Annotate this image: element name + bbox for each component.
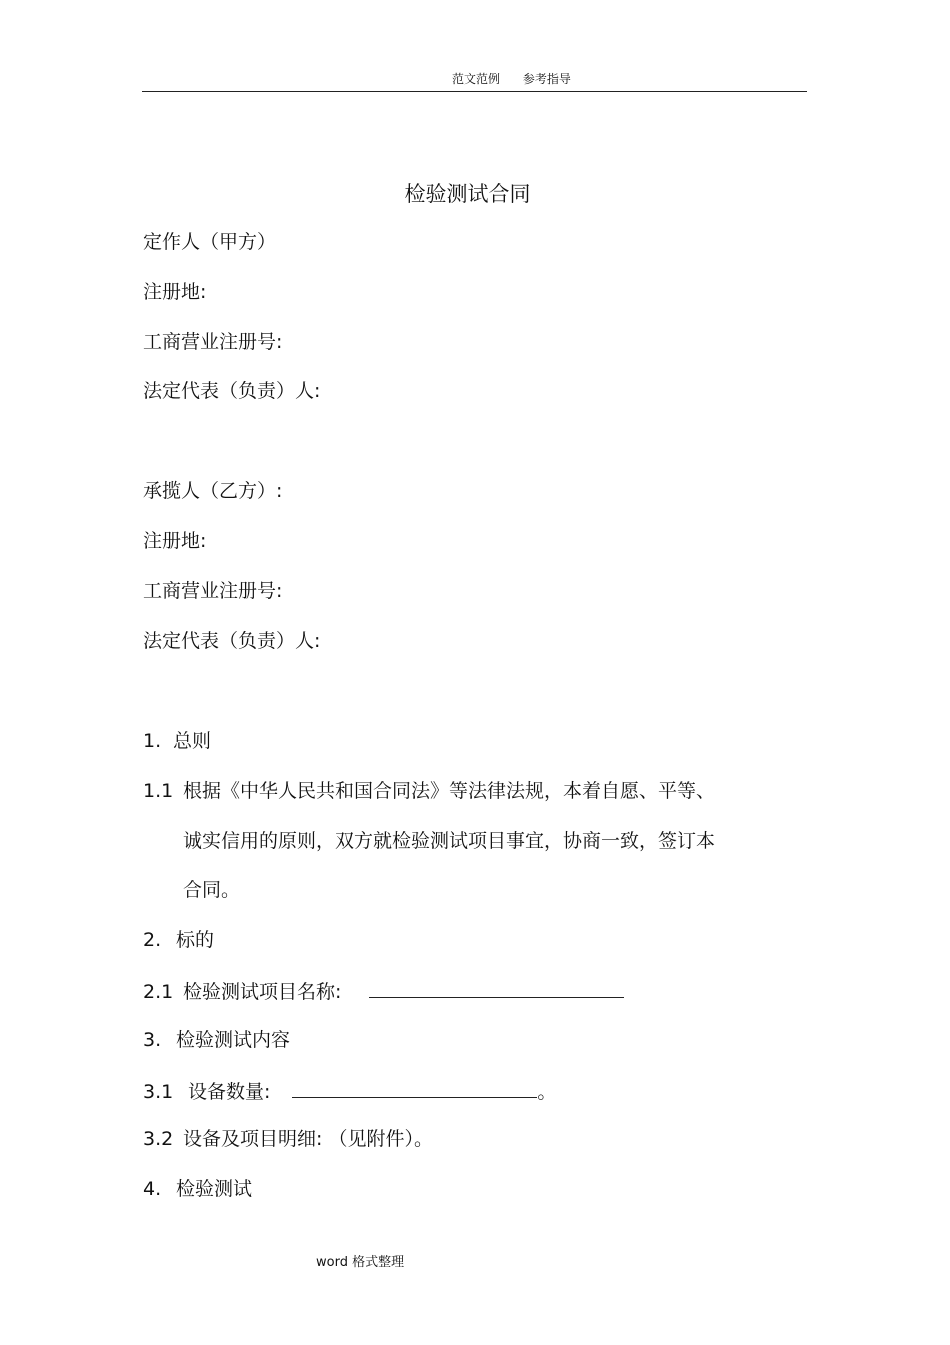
party-a-label: 定作人（甲方） [143,231,277,253]
clause-1-1-line-1 [143,778,715,804]
section-1-heading [143,728,211,754]
header-rule [142,91,807,92]
party-a-address: 注册地: [143,281,207,303]
clause-text: 设备数量: [188,1081,271,1103]
header-left-text: 范文范例 [452,72,501,86]
section-text: 检验测试 [176,1178,253,1200]
section-text: 总则 [173,730,212,752]
party-b-label: 承揽人（乙方）: [143,480,283,502]
party-b-address: 注册地: [143,530,207,552]
section-number: 4. [143,1178,162,1200]
clause-number: 2.1 [143,981,174,1003]
clause-3-2 [143,1126,433,1152]
document-title: 检验测试合同 [404,182,531,206]
page-header [452,70,571,87]
clause-3-1 [143,1077,556,1105]
project-name-blank[interactable] [369,977,624,998]
party-a-rep: 法定代表（负责）人: [143,380,321,402]
clause-number: 3.1 [143,1081,174,1103]
party-a-reg-no: 工商营业注册号: [143,331,283,353]
equipment-quantity-blank[interactable] [292,1077,537,1098]
clause-text: 设备及项目明细: （见附件）。 [183,1128,433,1150]
clause-2-1 [143,977,624,1005]
party-b-rep: 法定代表（负责）人: [143,630,321,652]
header-right-text: 参考指导 [522,72,571,86]
clause-1-1-line-2: 诚实信用的原则，双方就检验测试项目事宜，协商一致，签订本 [183,830,716,852]
section-text: 标的 [176,929,215,951]
section-text: 检验测试内容 [176,1029,291,1051]
section-number: 3. [143,1029,162,1051]
section-number: 1. [143,730,162,752]
clause-number: 3.2 [143,1128,174,1150]
section-3-heading [143,1027,290,1053]
clause-text: 检验测试项目名称: [183,981,342,1003]
section-2-heading [143,927,214,953]
clause-number: 1.1 [143,780,174,802]
section-4-heading [143,1176,252,1202]
page-footer: word 格式整理 [316,1255,405,1270]
clause-1-1-line-3: 合同。 [183,879,241,901]
section-number: 2. [143,929,162,951]
clause-suffix: 。 [537,1081,557,1103]
party-b-reg-no: 工商营业注册号: [143,580,283,602]
clause-text: 根据《中华人民共和国合同法》等法律法规，本着自愿、平等、 [183,780,716,802]
